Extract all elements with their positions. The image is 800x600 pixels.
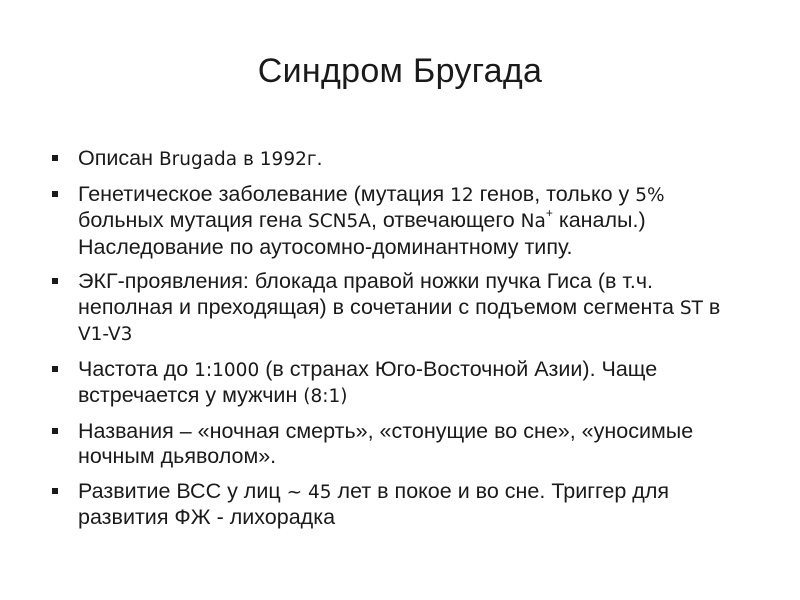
bullet-icon [52,191,58,197]
bullet-text: ST [679,297,703,319]
bullet-text: 5% [635,184,665,206]
bullet-text: ЭКГ-проявления: блокада правой ножки пучка Гиса (в т.ч. неполная и преходящая) в сочетании с подъемом сегмента [78,269,680,319]
bullet-text: лет в покое и во сне. Триггер для развития ФЖ - лихорадка [78,478,670,529]
bullet-icon [52,428,58,434]
bullet-text: Развитие ВСС у лиц [78,478,287,503]
slide-title: Синдром Бругада [257,52,543,90]
bullet-icon [52,488,58,494]
bullet-text: в [702,294,721,319]
bullet-text: ~ 45 [286,481,332,503]
bullet-item [52,269,752,348]
bullet-text: , отвечающего [370,208,521,232]
bullet-item [52,419,752,470]
bullet-text: Описан [78,146,159,170]
superscript: + [545,205,553,220]
bullet-text: Частота до [78,356,195,381]
bullet-text: Brugada в 1992г. [158,149,323,170]
bullet-text: генов, только у [473,181,636,206]
bullet-text: Генетическое заболевание (мутация [78,181,451,206]
bullet-text: (8:1) [303,386,348,407]
bullet-text: Названия – «ночная смерть», «стонущие во сне», «уносимые ночным дьяволом». [78,418,694,468]
bullet-icon [52,278,58,284]
bullet-item [52,146,752,173]
bullet-text: SCN5A [308,211,371,232]
bullet-item [52,357,752,410]
bullet-text: 12 [450,184,474,206]
bullet-item [52,479,752,531]
bullet-item [52,182,752,261]
bullet-text: 1:1000 [194,359,260,381]
bullet-text: Na [520,211,546,232]
bullet-text: V1-V3 [78,324,133,345]
bullet-text: (в странах Юго-Восточной Азии). Чаще встречается у мужчин [78,356,658,407]
bullet-icon [52,155,58,161]
bullet-list [52,146,752,540]
bullet-text: каналы.) Наследование по аутосомно-доминантному типу. [78,208,646,259]
bullet-icon [52,366,58,372]
bullet-text: больных мутация гена [78,208,309,232]
